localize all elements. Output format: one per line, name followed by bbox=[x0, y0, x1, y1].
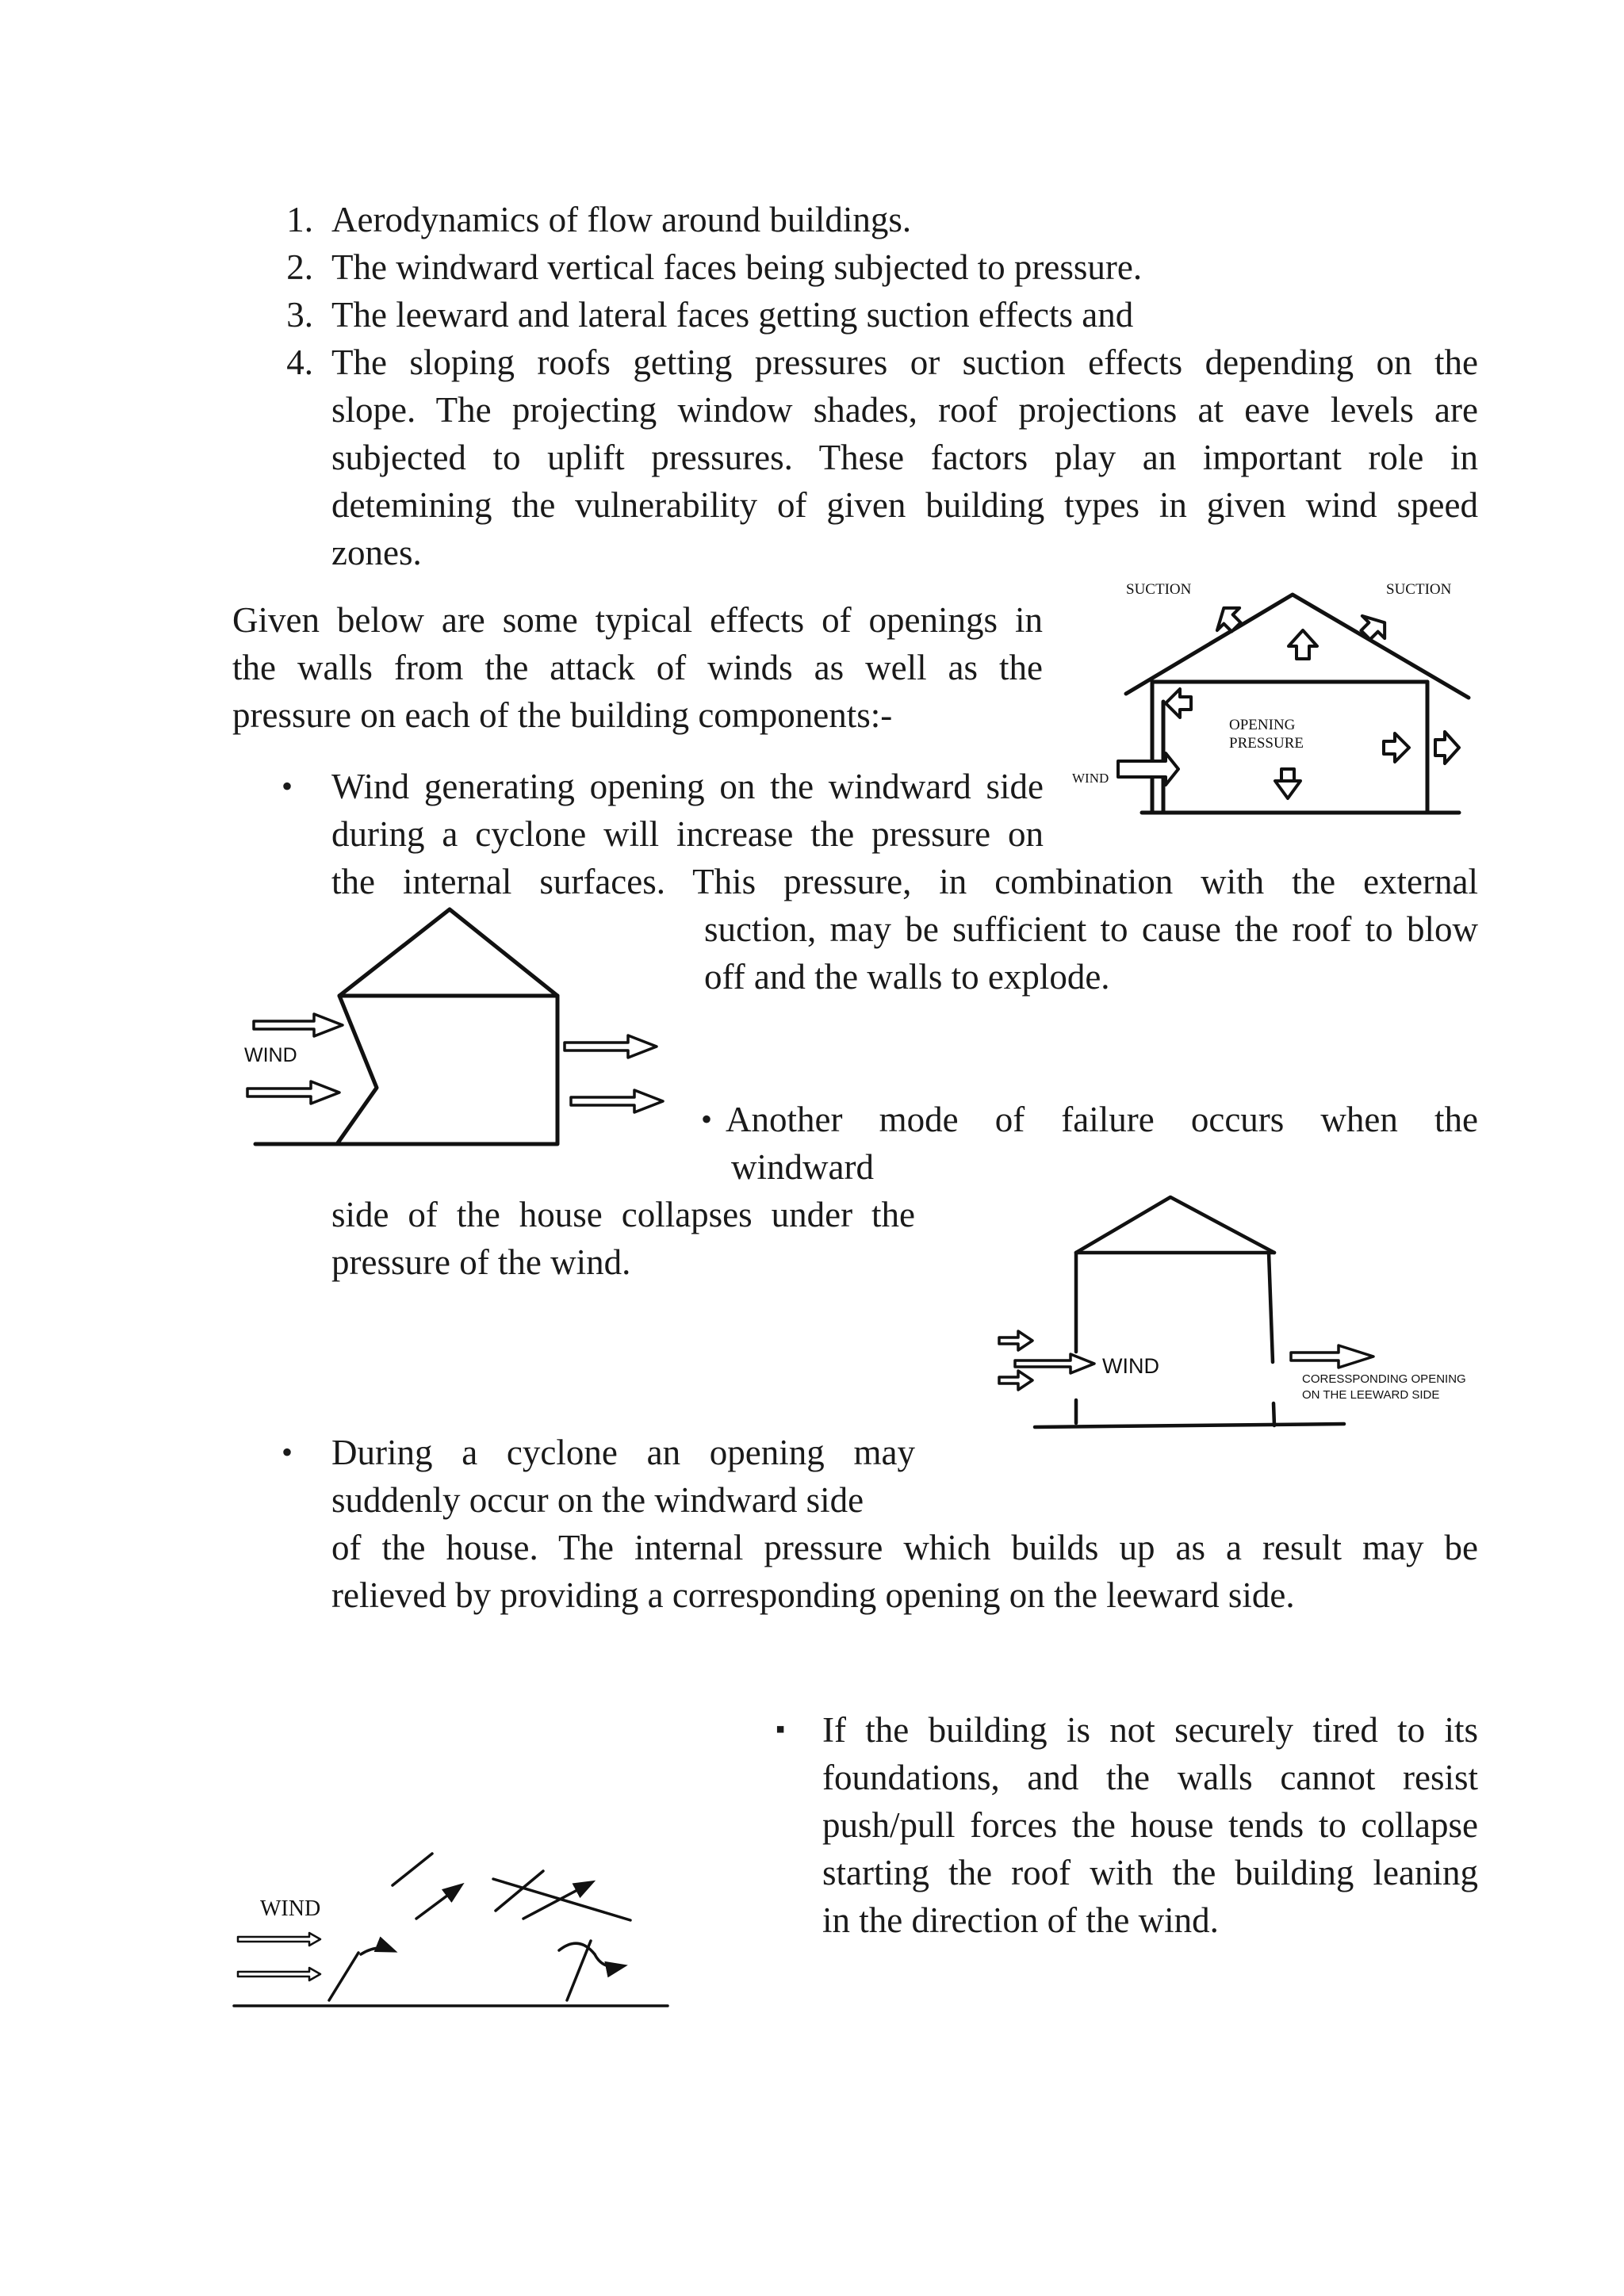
wind-arrow-3 bbox=[1015, 1354, 1094, 1373]
bullet-3-line-3: of the house. The internal pressure which builds up as a result may be bbox=[331, 1528, 1478, 1567]
wind-arrow-1 bbox=[238, 1933, 320, 1946]
intro-line-1: Given below are some typical effects of openings in bbox=[232, 600, 1043, 640]
leeward-note-line-1: CORESSPONDING OPENING bbox=[1302, 1372, 1466, 1386]
figure-wall-collapse-diagram bbox=[238, 904, 666, 1158]
leeward-note-line-2: ON THE LEEWARD SIDE bbox=[1302, 1388, 1440, 1402]
ground-line bbox=[1035, 1424, 1344, 1427]
wind-label: WIND bbox=[1102, 1354, 1159, 1378]
flying-arrow-left bbox=[416, 1886, 460, 1919]
bullet-1-line-4: suction, may be sufficient to cause the roof to blow bbox=[704, 909, 1478, 949]
bullet-symbol-1: • bbox=[282, 768, 293, 804]
bullet-4-line-1: If the building is not securely tired to its bbox=[822, 1710, 1478, 1750]
right-wall-leaning bbox=[567, 1941, 591, 2000]
bullet-1-line-1: Wind generating opening on the windward side bbox=[331, 767, 1044, 806]
motion-arrow-2 bbox=[595, 1954, 622, 1967]
left-wall-leaning bbox=[329, 1953, 358, 2000]
wind-arrow bbox=[1118, 753, 1178, 785]
wind-arrow-2 bbox=[247, 1081, 339, 1104]
flying-arrow-right bbox=[523, 1883, 591, 1919]
roof-outline bbox=[1076, 1197, 1274, 1253]
bullet-3-line-4: relieved by providing a corresponding opening on the leeward side. bbox=[331, 1575, 1295, 1615]
uplift-arrow bbox=[1289, 630, 1317, 659]
bullet-2-line-4: pressure of the wind. bbox=[331, 1242, 631, 1282]
list-item-3: The leeward and lateral faces getting suction effects and bbox=[331, 295, 1134, 335]
list-number-3: 3. bbox=[286, 295, 313, 335]
right-wall-upper bbox=[1269, 1253, 1273, 1362]
bullet-symbol-2: • bbox=[701, 1101, 713, 1137]
external-arrow-right bbox=[1435, 732, 1459, 763]
list-item-2: The windward vertical faces being subjected to pressure. bbox=[331, 247, 1143, 287]
list-item-4-line-5: zones. bbox=[331, 533, 422, 572]
bullet-3-line-1: During a cyclone an opening may bbox=[331, 1433, 915, 1472]
bullet-symbol-4: ▪ bbox=[776, 1715, 786, 1744]
wind-label: WIND bbox=[1072, 771, 1109, 786]
intro-line-3: pressure on each of the building components:- bbox=[232, 695, 893, 735]
intro-line-2: the walls from the attack of winds as well as the bbox=[232, 648, 1043, 687]
wind-arrow-1 bbox=[254, 1014, 343, 1036]
internal-arrow-right bbox=[1384, 733, 1409, 762]
bullet-1-line-2: during a cyclone will increase the pressure on bbox=[331, 814, 1044, 854]
motion-arrow-1 bbox=[361, 1948, 393, 1954]
opening-pressure-label-2: PRESSURE bbox=[1229, 735, 1304, 752]
bullet-symbol-3: • bbox=[282, 1434, 293, 1470]
suction-label-left: SUCTION bbox=[1126, 581, 1192, 598]
figure-leeward-opening-diagram bbox=[991, 1189, 1483, 1435]
opening-pressure-label-1: OPENING bbox=[1229, 717, 1296, 733]
exit-arrow-1 bbox=[565, 1035, 657, 1058]
bullet-4-line-5: in the direction of the wind. bbox=[822, 1900, 1219, 1940]
wind-arrow-1 bbox=[999, 1331, 1032, 1350]
exit-arrow-2 bbox=[571, 1090, 663, 1112]
bullet-4-line-2: foundations, and the walls cannot resist bbox=[822, 1758, 1478, 1797]
figure-roof-collapse-diagram bbox=[230, 1808, 674, 2014]
bullet-4-line-4: starting the roof with the building leaning bbox=[822, 1853, 1478, 1892]
wind-label: WIND bbox=[260, 1896, 321, 1921]
left-wall-bent bbox=[337, 996, 377, 1144]
bullet-4-line-3: push/pull forces the house tends to collapse bbox=[822, 1805, 1478, 1845]
bullet-2-line-1: Another mode of failure occurs when the bbox=[726, 1100, 1478, 1139]
list-item-4-line-1: The sloping roofs getting pressures or suction effects depending on the bbox=[331, 342, 1478, 382]
list-number-2: 2. bbox=[286, 247, 313, 287]
suction-label-right: SUCTION bbox=[1386, 581, 1452, 598]
figure-opening-pressure-diagram bbox=[1063, 567, 1475, 821]
wind-arrow-2 bbox=[999, 1371, 1032, 1390]
exit-arrow bbox=[1291, 1345, 1373, 1368]
floor-arrow bbox=[1275, 781, 1300, 798]
roof-member-left bbox=[393, 1854, 432, 1885]
list-item-4-line-2: slope. The projecting window shades, roof projections at eave levels are bbox=[331, 390, 1478, 430]
bullet-3-line-2: suddenly occur on the windward side bbox=[331, 1480, 864, 1520]
bullet-2-line-2: windward bbox=[731, 1147, 874, 1187]
bullet-1-line-3: the internal surfaces. This pressure, in combination with the external bbox=[331, 862, 1478, 901]
list-item-1: Aerodynamics of flow around buildings. bbox=[331, 200, 912, 239]
internal-arrow-left bbox=[1166, 689, 1191, 718]
roof-outline bbox=[339, 909, 557, 996]
wind-label: WIND bbox=[244, 1044, 297, 1066]
wind-arrow-2 bbox=[238, 1968, 320, 1980]
list-number-4: 4. bbox=[286, 342, 313, 382]
list-item-4-line-4: detemining the vulnerability of given building types in given wind speed bbox=[331, 485, 1478, 525]
bullet-2-line-3: side of the house collapses under the bbox=[331, 1195, 915, 1234]
bullet-1-line-5: off and the walls to explode. bbox=[704, 957, 1110, 997]
list-number-1: 1. bbox=[286, 200, 313, 239]
list-item-4-line-3: subjected to uplift pressures. These factors play an important role in bbox=[331, 438, 1478, 477]
